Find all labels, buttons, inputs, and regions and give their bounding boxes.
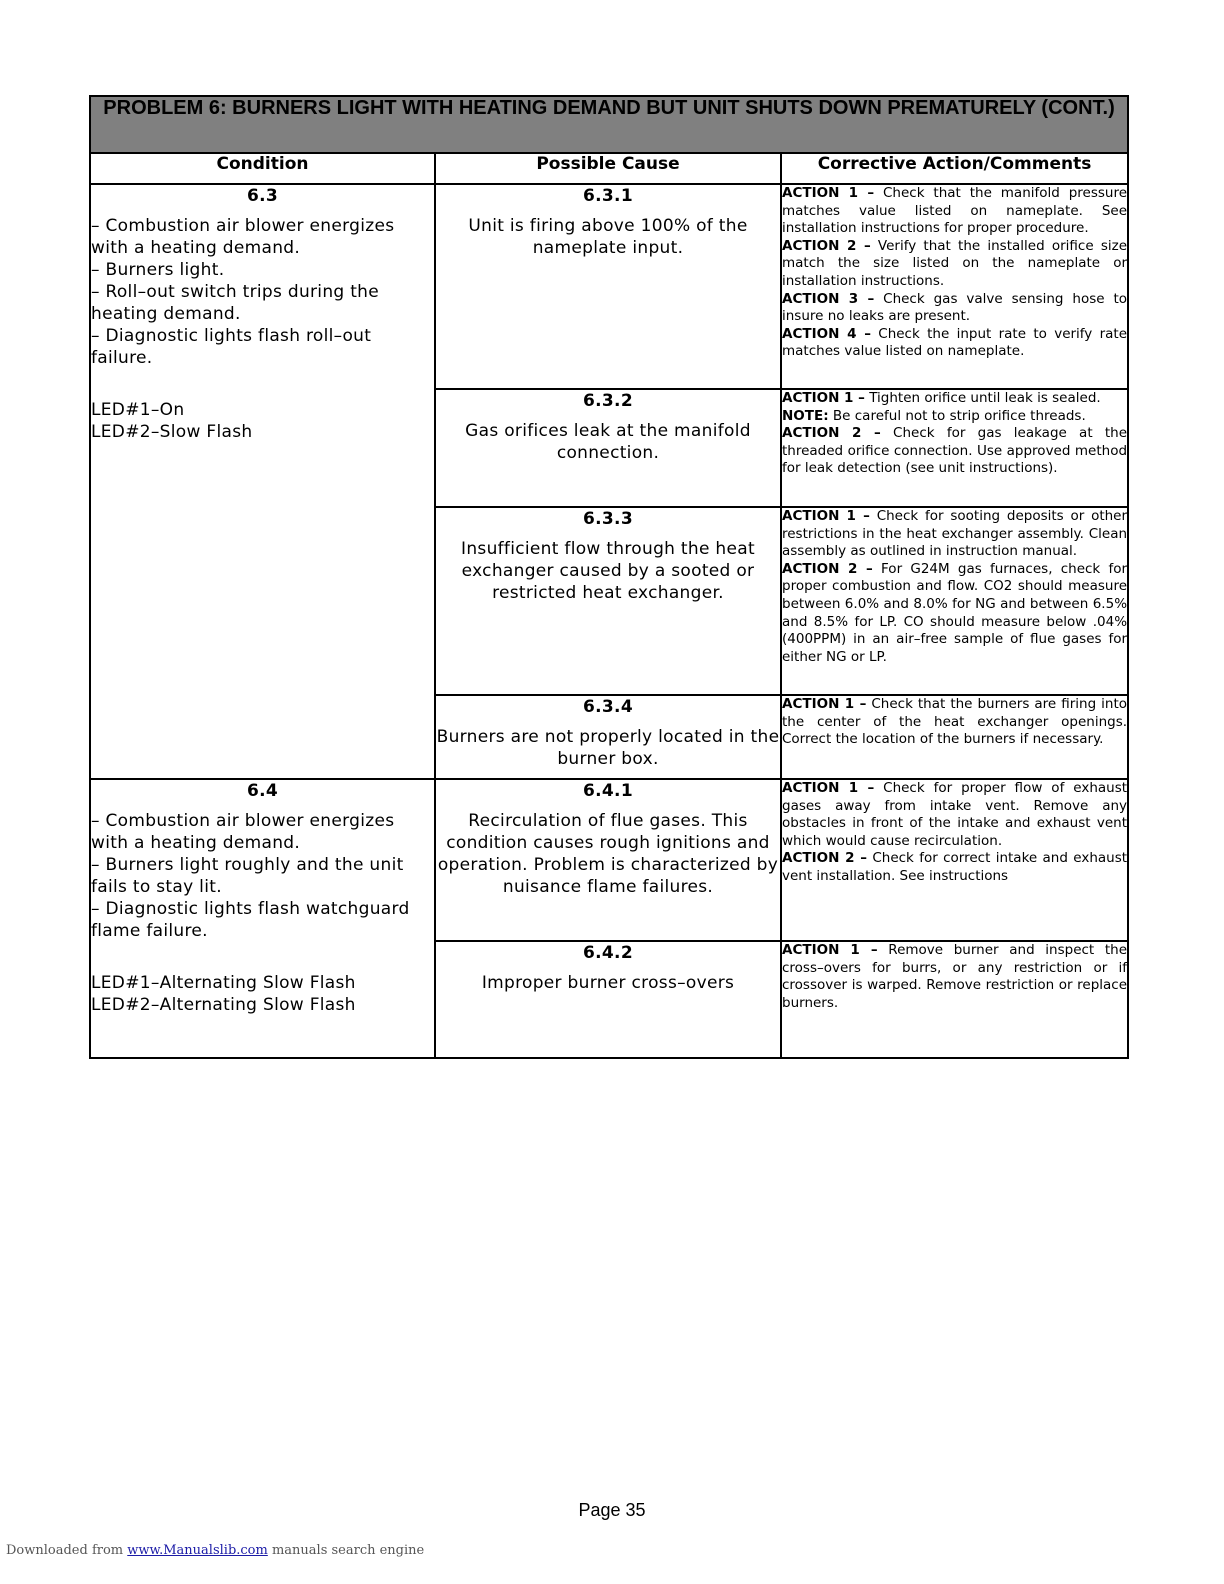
action-text: Remove burner and inspect the cross–overs for burrs, or any restriction or if crossover is warped. Remove restriction or replace burners.	[782, 942, 1128, 1011]
led1-status: LED#1–On	[91, 400, 185, 420]
action-label: ACTION 1 –	[782, 390, 865, 406]
condition-line: – Diagnostic lights flash watchguard flame failure.	[91, 899, 410, 941]
action-6-4-1	[781, 779, 1128, 941]
condition-line: – Combustion air blower energizes with a heating demand.	[91, 811, 395, 853]
note-text: Be careful not to strip orifice threads.	[828, 407, 1086, 424]
cause-header: Possible Cause	[435, 153, 781, 184]
action-text: Check for gas leakage at the threaded orifice connection. Use approved method for leak detection (see unit instructions).	[782, 425, 1128, 477]
action-label: ACTION 3 –	[782, 290, 875, 307]
page-number: Page 35	[578, 1500, 646, 1520]
led2-status: LED#2–Alternating Slow Flash	[91, 995, 356, 1015]
action-6-3-3	[781, 507, 1128, 695]
cause-6-3-4	[435, 695, 781, 779]
action-text: Check that the manifold pressure matches value listed on nameplate. See installation instructions for proper procedure.	[782, 185, 1128, 237]
condition-line: – Diagnostic lights flash roll–out failure.	[91, 326, 372, 368]
action-label: ACTION 2 –	[782, 237, 871, 254]
cause-6-4-1	[435, 779, 781, 941]
action-text: Check gas valve sensing hose to insure no leaks are present.	[782, 290, 1128, 325]
action-label: ACTION 2 –	[782, 560, 873, 577]
cause-number: 6.3.1	[583, 186, 633, 206]
cause-number: 6.4.2	[583, 943, 633, 963]
download-suffix: manuals search engine	[267, 1543, 425, 1558]
cause-number: 6.3.4	[583, 697, 633, 717]
condition-line: – Burners light roughly and the unit fails to stay lit.	[91, 855, 404, 897]
action-label: ACTION 1 –	[782, 185, 875, 201]
condition-6-3	[90, 184, 435, 779]
cause-6-3-2	[435, 389, 781, 507]
note-label: NOTE:	[782, 407, 829, 424]
action-6-3-2	[781, 389, 1128, 507]
condition-6-4	[90, 779, 435, 1058]
action-label: ACTION 4 –	[782, 325, 871, 342]
led1-status: LED#1–Alternating Slow Flash	[91, 973, 356, 993]
troubleshooting-table	[89, 95, 1129, 1059]
cause-text: Burners are not properly located in the burner box.	[436, 727, 780, 769]
cause-text: Recirculation of flue gases. This condition causes rough ignitions and operation. Problem is characterized by nuisance flame failures.	[437, 811, 779, 897]
action-6-3-1	[781, 184, 1128, 389]
action-label: ACTION 1 –	[782, 780, 875, 796]
action-label: ACTION 1 –	[782, 942, 878, 958]
cause-text: Gas orifices leak at the manifold connection.	[465, 421, 751, 463]
cause-text: Unit is firing above 100% of the nameplate input.	[468, 216, 748, 258]
action-text: For G24M gas furnaces, check for proper combustion and flow. CO2 should measure between 6.0% and 8.0% for NG and between 6.5% and 8.5% for LP. CO should measure below .04% (400PPM) in an air–free sample of flue gases for either NG or LP.	[782, 560, 1128, 665]
action-label: ACTION 2 –	[782, 425, 881, 442]
condition-number: 6.3	[246, 186, 278, 206]
action-label: ACTION 1 –	[782, 508, 870, 524]
action-6-4-2	[781, 941, 1128, 1058]
condition-header: Condition	[90, 153, 435, 184]
condition-number: 6.4	[246, 781, 278, 801]
download-credit	[6, 1543, 424, 1558]
action-text: Tighten orifice until leak is sealed.	[864, 390, 1101, 406]
cause-number: 6.4.1	[583, 781, 633, 801]
cause-6-4-2	[435, 941, 781, 1058]
action-label: ACTION 2 –	[782, 850, 867, 867]
manualslib-link[interactable]: www.Manualslib.com	[127, 1543, 268, 1558]
table-title: PROBLEM 6: BURNERS LIGHT WITH HEATING DEMAND BUT UNIT SHUTS DOWN PREMATURELY (CONT.)	[90, 96, 1128, 153]
action-header: Corrective Action/Comments	[781, 153, 1128, 184]
led-status	[91, 399, 434, 443]
cause-6-3-1	[435, 184, 781, 389]
action-text: Verify that the installed orifice size match the size listed on the nameplate or installation instructions.	[782, 237, 1128, 289]
condition-line: – Burners light.	[91, 260, 225, 280]
condition-line: – Combustion air blower energizes with a heating demand.	[91, 216, 395, 258]
cause-number: 6.3.3	[583, 509, 633, 529]
cause-text: Insufficient flow through the heat exchanger caused by a sooted or restricted heat exchanger.	[461, 539, 755, 603]
led2-status: LED#2–Slow Flash	[91, 422, 253, 442]
action-text: Check for sooting deposits or other restrictions in the heat exchanger assembly. Clean assembly as outlined in instruction manual.	[782, 508, 1128, 560]
action-label: ACTION 1 –	[782, 696, 867, 712]
cause-number: 6.3.2	[583, 391, 633, 411]
condition-line: – Roll–out switch trips during the heating demand.	[91, 282, 379, 324]
action-6-3-4	[781, 695, 1128, 779]
download-prefix: Downloaded from	[6, 1543, 128, 1558]
action-text: Check for correct intake and exhaust vent installation. See instructions	[782, 850, 1128, 884]
action-text: Check the input rate to verify rate matches value listed on nameplate.	[782, 325, 1128, 360]
action-text: Check that the burners are firing into the center of the heat exchanger openings. Correct the location of the burners if necessary.	[782, 696, 1128, 748]
cause-6-3-3	[435, 507, 781, 695]
cause-text: Improper burner cross–overs	[481, 973, 735, 993]
led-status	[91, 972, 434, 1016]
action-text: Check for proper flow of exhaust gases away from intake vent. Remove any obstacles in front of the intake and exhaust vent which would cause recirculation.	[782, 780, 1128, 849]
